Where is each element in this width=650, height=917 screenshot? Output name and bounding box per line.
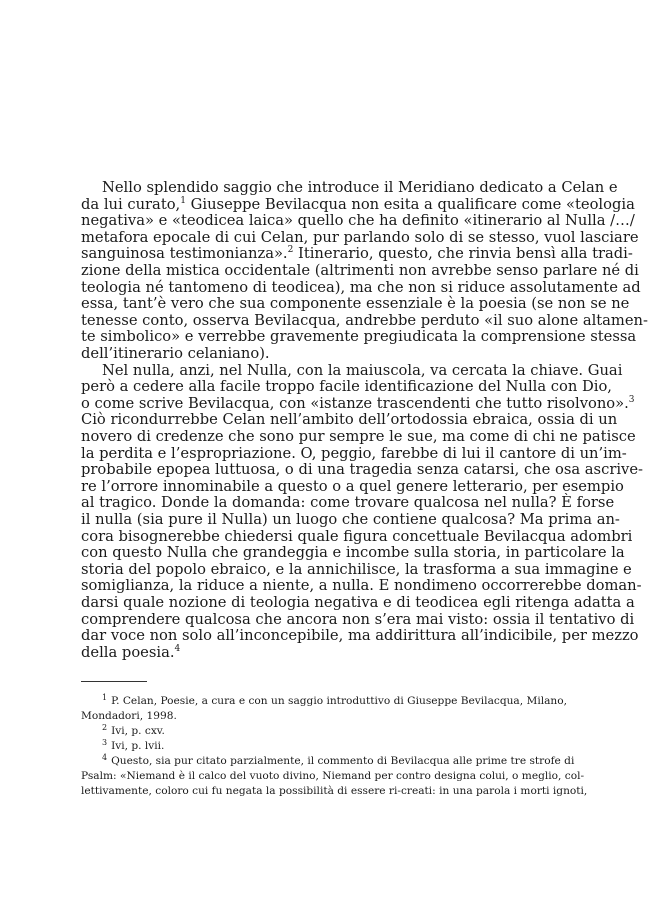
body-line: dell’itinerario celaniano). xyxy=(81,345,270,362)
body-line: Ciò ricondurrebbe Celan nell’ambito dell’ortodossia ebraica, ossia di un xyxy=(81,411,618,429)
body-line xyxy=(81,245,633,263)
body-line: re l’orrore innominabile a questo o a quel genere letterario, per esempio xyxy=(81,477,624,495)
body-line xyxy=(81,645,567,662)
footnote-text: Questo, sia pur citato parzialmente, il commento di Bevilacqua alle prime tre strofe di xyxy=(111,755,575,768)
body-text: Giuseppe Bevilacqua non esita a qualificare come «teologia xyxy=(185,195,635,213)
footnote-line xyxy=(81,783,588,800)
body-line: teologia né tantomeno di teodicea), ma che non si riduce assolutamente ad xyxy=(81,278,641,296)
body-line xyxy=(81,394,635,413)
body-line: cora bisognerebbe chiedersi quale figura concettuale Bevilacqua adombri xyxy=(81,527,633,545)
body-line: metafora epocale di cui Celan, pur parlando solo di se stesso, vuol lasciare xyxy=(81,228,639,246)
footnote-text: lettivamente, coloro cui fu negata la possibilità di essere ri-creati: in una parola i morti ignoti, xyxy=(81,785,588,798)
footnote-text: Ivi, p. cxv. xyxy=(111,725,165,738)
footnote-ref[interactable]: 1 xyxy=(180,195,186,206)
footnote-number: 1 xyxy=(102,693,108,703)
body-line: negativa» e «teodicea laica» quello che ha definito «itinerario al Nulla /…/ xyxy=(81,212,635,230)
body-line: novero di credenze che sono pur sempre le sue, ma come di chi ne patisce xyxy=(81,428,636,445)
footnote-number: 2 xyxy=(102,723,108,733)
body-text: sanguinosa testimonianza». xyxy=(81,245,288,263)
body-line: darsi quale nozione di teologia negativa e di teodicea egli ritenga adatta a xyxy=(81,594,635,611)
body-line: però a cedere alla facile troppo facile identificazione del Nulla con Dio, xyxy=(81,378,612,396)
body-line: essa, tant’è vero che sua componente essenziale è la poesia (se non se ne xyxy=(81,295,630,313)
footnote-ref[interactable]: 3 xyxy=(628,394,635,405)
body-line: probabile epopea luttuosa, o di una tragedia senza catarsi, che osa ascrive- xyxy=(81,461,643,479)
body-line xyxy=(81,195,635,214)
body-line: Nello splendido saggio che introduce il Meridiano dedicato a Celan e xyxy=(102,179,618,196)
body-text: o come scrive Bevilacqua, con «istanze trascendenti che tutto risolvono». xyxy=(81,394,629,412)
body-line: la perdita e l’espropriazione. O, peggio, farebbe di lui il cantore di un’im- xyxy=(81,444,627,462)
body-line: dar voce non solo all’inconcepibile, ma addirittura all’indicibile, per mezzo xyxy=(81,627,639,645)
body-line: zione della mistica occidentale (altrimenti non avrebbe senso parlare né di xyxy=(81,262,639,279)
body-line: al tragico. Donde la domanda: come trovare qualcosa nel nulla? È forse xyxy=(81,494,615,512)
body-line: comprendere qualcosa che ancora non s’era mai visto: ossia il tentativo di xyxy=(81,610,635,628)
footnote-text: Ivi, p. lvii. xyxy=(111,740,165,753)
body-text: della poesia. xyxy=(81,643,175,661)
body-text: da lui curato, xyxy=(81,195,181,213)
footnote-text: Psalm: «Niemand è il calco del vuoto divino, Niemand per contro designa colui, o meglio, col- xyxy=(81,770,585,783)
body-line: con questo Nulla che grandeggia e incombe sulla storia, in particolare la xyxy=(81,544,625,562)
body-line: somiglianza, la riduce a niente, a nulla. E nondimeno occorrerebbe doman- xyxy=(81,577,642,595)
footnote-number: 4 xyxy=(102,753,108,763)
body-line: te simbolico» e verrebbe gravemente pregiudicata la comprensione stessa xyxy=(81,328,637,346)
footnote-text: Mondadori, 1998. xyxy=(81,710,177,723)
body-line: storia del popolo ebraico, e la annichilisce, la trasforma a sua immagine e xyxy=(81,560,632,578)
footnote-ref[interactable]: 2 xyxy=(287,245,294,256)
body-line: tenesse conto, osserva Bevilacqua, andrebbe perduto «il suo alone altamen- xyxy=(81,311,648,329)
footnote-separator xyxy=(81,681,147,682)
body-text: Itinerario, questo, che rinvia bensì alla tradi- xyxy=(293,245,633,263)
footnote-ref[interactable]: 4 xyxy=(174,643,181,654)
footnote-text: P. Celan, Poesie, a cura e con un saggio introduttivo di Giuseppe Bevilacqua, Milano, xyxy=(111,695,567,708)
body-line: Nel nulla, anzi, nel Nulla, con la maiuscola, va cercata la chiave. Guai xyxy=(102,361,623,379)
body-line: il nulla (sia pure il Nulla) un luogo che contiene qualcosa? Ma prima an- xyxy=(81,511,620,528)
footnote-number: 3 xyxy=(102,738,108,748)
